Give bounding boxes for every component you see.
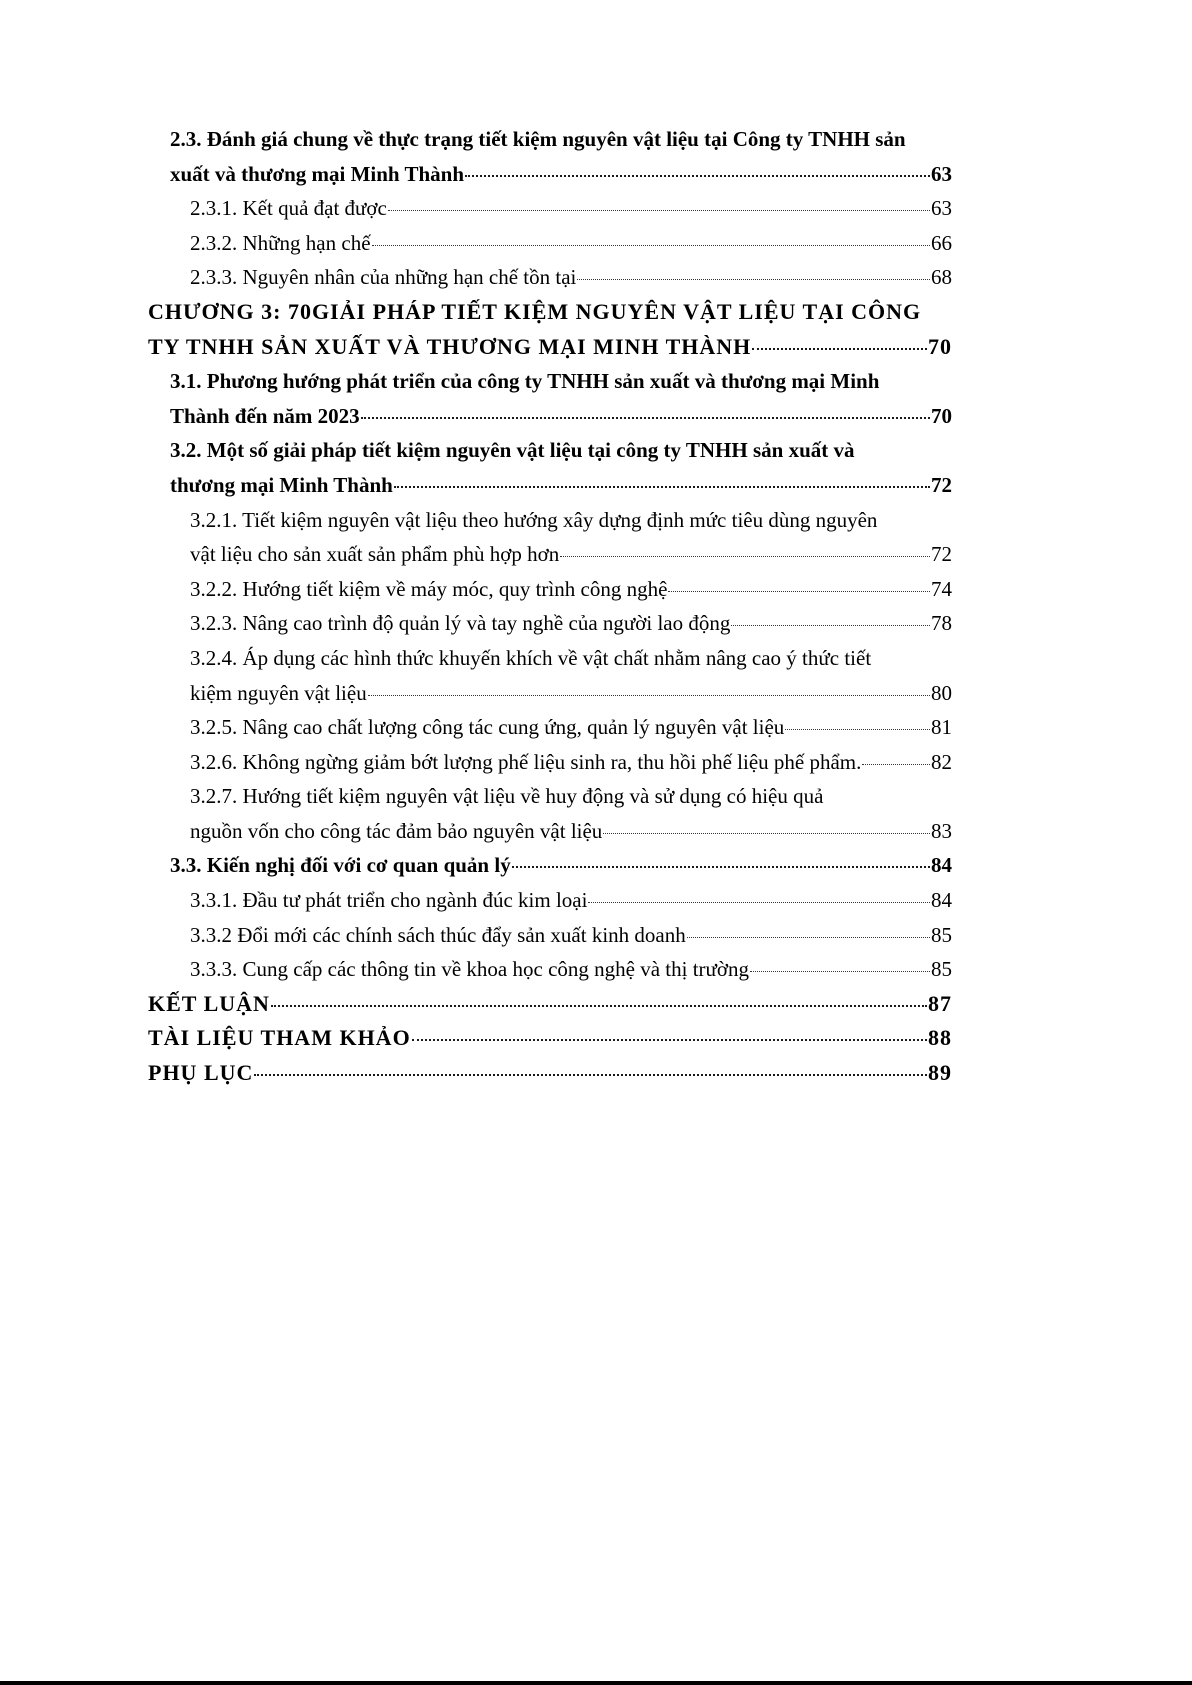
- toc-entry-sub[interactable]: [148, 503, 952, 572]
- toc-entry-title-line: thương mại Minh Thành: [170, 472, 393, 497]
- dot-leader: [862, 764, 930, 765]
- toc-entry-row: [148, 1021, 952, 1056]
- toc-entry-row: [190, 191, 952, 226]
- toc-entry-title-line: 3.3.3. Cung cấp các thông tin về khoa học công nghệ và thị trường: [190, 957, 750, 982]
- toc-page-number: 70: [928, 333, 952, 359]
- toc-entry-title-line: 3.3.1. Đầu tư phát triển cho ngành đúc kim loại: [190, 888, 588, 913]
- toc-entry-row: [190, 710, 952, 745]
- toc-entry-row: [190, 226, 952, 261]
- toc-page-number: 80: [931, 680, 952, 705]
- toc-entry-title-line: xuất và thương mại Minh Thành: [170, 161, 465, 186]
- dot-leader: [687, 937, 930, 938]
- toc-entry-row: [170, 848, 952, 883]
- toc-entry-row: [148, 987, 952, 1022]
- toc-entry-row: [170, 468, 952, 503]
- toc-entry-sub[interactable]: [148, 745, 952, 780]
- toc-page-number: 84: [931, 888, 952, 913]
- toc-entry-title-line: 3.2.7. Hướng tiết kiệm nguyên vật liệu về huy động và sử dụng có hiệu quả: [190, 784, 824, 809]
- dot-leader: [465, 175, 930, 177]
- toc-entry-row: [190, 572, 952, 607]
- toc-page-number: 66: [931, 230, 952, 255]
- toc-entry-row: [190, 918, 952, 953]
- toc-entry-row: [148, 330, 952, 365]
- toc-entry-row: [170, 399, 952, 434]
- toc-entry-row: [190, 814, 952, 849]
- toc-entry-title-line: 3.2. Một số giải pháp tiết kiệm nguyên vật liệu tại công ty TNHH sản xuất và: [170, 438, 855, 463]
- toc-entry-row: [190, 676, 952, 711]
- toc-entry-row: [190, 952, 952, 987]
- toc-entry-title-line: 2.3. Đánh giá chung về thực trạng tiết kiệm nguyên vật liệu tại Công ty TNHH sản: [170, 127, 906, 151]
- toc-entry-title-line: 3.2.6. Không ngừng giảm bớt lượng phế liệu sinh ra, thu hồi phế liệu phế phẩm.: [190, 749, 862, 774]
- dot-leader: [361, 417, 930, 419]
- dot-leader: [668, 591, 930, 592]
- toc-page-number: 85: [931, 957, 952, 982]
- toc-entry-title-line: nguồn vốn cho công tác đảm bảo nguyên vật liệu: [190, 818, 603, 843]
- toc-entry-sub[interactable]: [148, 226, 952, 261]
- dot-leader: [560, 556, 930, 557]
- page-bottom-border: [0, 1681, 1192, 1685]
- toc-entry-chapter[interactable]: [148, 295, 952, 364]
- toc-entry-title-line: 2.3.3. Nguyên nhân của những hạn chế tồn tại: [190, 265, 577, 290]
- toc-page-number: 72: [931, 542, 952, 567]
- dot-leader: [750, 971, 930, 972]
- toc-entry-sub[interactable]: [148, 260, 952, 295]
- toc-page-number: 83: [931, 818, 952, 843]
- toc-entry-row: [190, 537, 952, 572]
- toc-entry-title-line: 2.3.2. Những hạn chế: [190, 230, 371, 255]
- toc-entry-title-line: 3.2.3. Nâng cao trình độ quản lý và tay nghề của người lao động: [190, 611, 731, 636]
- dot-leader: [388, 210, 930, 211]
- toc-page-number: 68: [931, 265, 952, 290]
- toc-entry-sub[interactable]: [148, 779, 952, 848]
- toc-entry-sub[interactable]: [148, 641, 952, 710]
- dot-leader: [394, 486, 930, 488]
- toc-entry-sub[interactable]: [148, 710, 952, 745]
- toc-page-number: 88: [928, 1025, 952, 1051]
- dot-leader: [588, 902, 930, 903]
- toc-entry-row: [170, 157, 952, 192]
- toc-entry-title-line: TY TNHH SẢN XUẤT VÀ THƯƠNG MẠI MINH THÀNH: [148, 333, 752, 359]
- toc-entry-title-line: KẾT LUẬN: [148, 990, 270, 1016]
- toc-page-number: 74: [931, 576, 952, 601]
- dot-leader: [512, 866, 930, 868]
- toc-page-number: 63: [931, 161, 952, 186]
- toc-entry-title-line: PHỤ LỤC: [148, 1060, 254, 1086]
- toc-entry-title-line: vật liệu cho sản xuất sản phẩm phù hợp hơn: [190, 542, 560, 567]
- toc-entry-sub[interactable]: [148, 191, 952, 226]
- toc-entry-section[interactable]: [148, 848, 952, 883]
- toc-entry-sub[interactable]: [148, 606, 952, 641]
- toc-entry-chapter[interactable]: [148, 1056, 952, 1091]
- dot-leader: [254, 1074, 927, 1076]
- toc-page-number: 85: [931, 922, 952, 947]
- toc-entry-title-line: 3.2.1. Tiết kiệm nguyên vật liệu theo hướng xây dựng định mức tiêu dùng nguyên: [190, 507, 878, 532]
- toc-entry-title-line: 3.2.5. Nâng cao chất lượng công tác cung ứng, quản lý nguyên vật liệu: [190, 715, 785, 740]
- toc-entry-sub[interactable]: [148, 572, 952, 607]
- toc-page-number: 70: [931, 403, 952, 428]
- toc-page-number: 84: [931, 853, 952, 878]
- toc-entry-row: [190, 745, 952, 780]
- toc-entry-title-line: TÀI LIỆU THAM KHẢO: [148, 1025, 411, 1051]
- dot-leader: [731, 625, 930, 626]
- toc-entry-sub[interactable]: [148, 952, 952, 987]
- toc-entry-row: [190, 260, 952, 295]
- toc-page-number: 81: [931, 715, 952, 740]
- dot-leader: [577, 279, 930, 280]
- toc-entry-title-line: 3.2.2. Hướng tiết kiệm về máy móc, quy trình công nghệ: [190, 576, 668, 601]
- dot-leader: [271, 1005, 927, 1007]
- toc-page-number: 63: [931, 196, 952, 221]
- toc-entry-title-line: 2.3.1. Kết quả đạt được: [190, 196, 387, 221]
- toc-entry-title-line: 3.3. Kiến nghị đối với cơ quan quản lý: [170, 853, 511, 878]
- dot-leader: [603, 833, 930, 834]
- toc-page-number: 82: [931, 749, 952, 774]
- toc-entry-title-line: CHƯƠNG 3: 70GIẢI PHÁP TIẾT KIỆM NGUYÊN VẬT LIỆU TẠI CÔNG: [148, 298, 922, 324]
- toc-page-number: 89: [928, 1060, 952, 1086]
- dot-leader: [752, 348, 927, 350]
- dot-leader: [412, 1039, 927, 1041]
- dot-leader: [372, 245, 930, 246]
- toc-entry-row: [148, 1056, 952, 1091]
- toc-entry-sub[interactable]: [148, 918, 952, 953]
- toc-page-number: 78: [931, 611, 952, 636]
- toc-entry-title-line: 3.3.2 Đổi mới các chính sách thúc đẩy sản xuất kinh doanh: [190, 922, 686, 947]
- toc-entry-chapter[interactable]: [148, 987, 952, 1022]
- toc-entry-section[interactable]: [148, 433, 952, 502]
- toc-entry-section[interactable]: [148, 364, 952, 433]
- dot-leader: [785, 729, 930, 730]
- toc-entry-row: [190, 883, 952, 918]
- toc-entry-title-line: 3.2.4. Áp dụng các hình thức khuyến khích về vật chất nhằm nâng cao ý thức tiết: [190, 645, 872, 670]
- toc-page-number: 87: [928, 990, 952, 1016]
- toc-page-number: 72: [931, 472, 952, 497]
- toc-entry-chapter[interactable]: [148, 1021, 952, 1056]
- toc-entry-section[interactable]: [148, 122, 952, 191]
- toc-entry-sub[interactable]: [148, 883, 952, 918]
- table-of-contents: [148, 122, 952, 1091]
- toc-entry-title-line: kiệm nguyên vật liệu: [190, 680, 367, 705]
- toc-entry-title-line: 3.1. Phương hướng phát triển của công ty TNHH sản xuất và thương mại Minh: [170, 369, 880, 394]
- dot-leader: [368, 695, 930, 696]
- toc-entry-title-line: Thành đến năm 2023: [170, 403, 360, 428]
- toc-entry-row: [190, 606, 952, 641]
